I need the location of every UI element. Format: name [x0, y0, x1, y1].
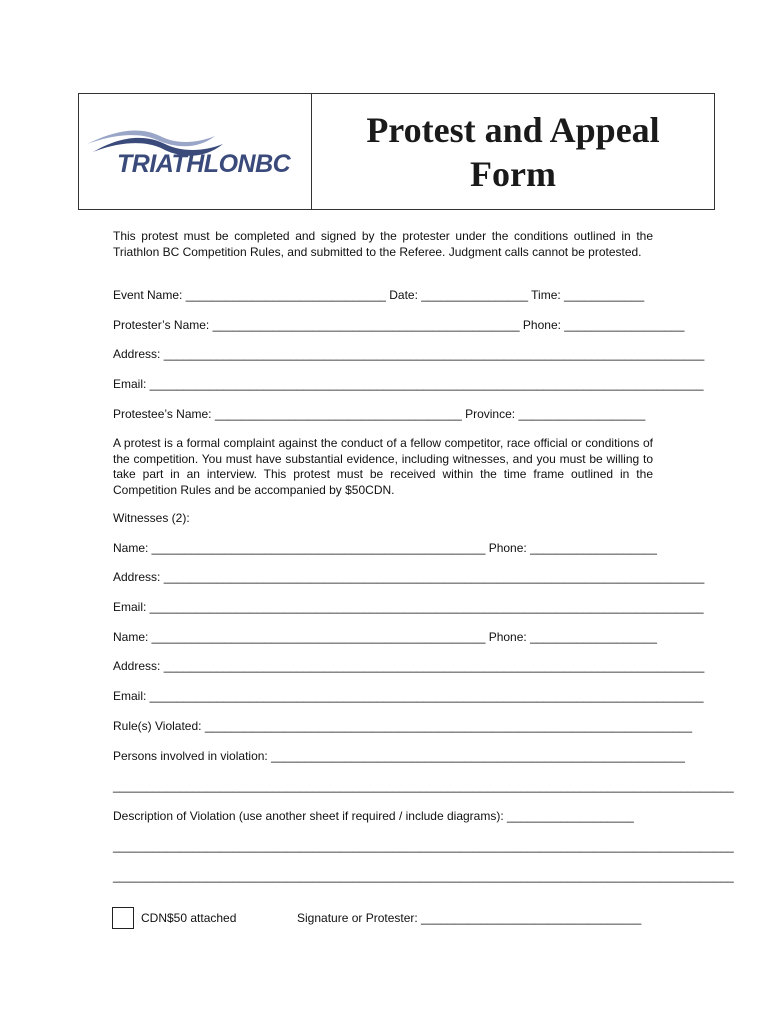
witnesses-heading: Witnesses (2): [113, 511, 190, 525]
fee-attached-label: CDN$50 attached [141, 911, 237, 925]
logo-wordmark: TRIATHLONBC [117, 150, 291, 178]
witness1-address-row[interactable]: Address: _________________________________________________________________________________ [113, 570, 705, 584]
protest-definition: A protest is a formal complaint against the conduct of a fellow competitor, race official or conditions of the competition. You must have substantial evidence, including witnesses, and you must be willing to take part in an interview. This protest must be received within the time frame outlined in the Competition Rules and be accompanied by $50CDN. [113, 436, 653, 497]
title-line-1: Protest and Appeal [366, 109, 660, 150]
witness1-email-row[interactable]: Email: ___________________________________________________________________________________ [113, 600, 704, 614]
event-name-row[interactable]: Event Name: ______________________________ Date: ________________ Time: ____________ [113, 288, 645, 302]
rules-violated-row[interactable]: Rule(s) Violated: _________________________________________________________________________ [113, 719, 693, 733]
description-line-1[interactable]: _____________________________________________________________________________________________ [113, 839, 734, 853]
signature-row[interactable]: Signature or Protester: _________________________________ [297, 911, 642, 925]
persons-involved-row[interactable]: Persons involved in violation: ______________________________________________________________ [113, 749, 685, 763]
intro-paragraph: This protest must be completed and signed by the protester under the conditions outlined in the Triathlon BC Competition Rules, and submitted to the Referee. Judgment calls cannot be protested. [113, 229, 653, 259]
witness2-email-row[interactable]: Email: ___________________________________________________________________________________ [113, 689, 704, 703]
fee-attached-checkbox[interactable] [112, 907, 134, 929]
description-line-2[interactable]: _____________________________________________________________________________________________ [113, 869, 734, 883]
email-row[interactable]: Email: ___________________________________________________________________________________ [113, 377, 704, 391]
witness2-address-row[interactable]: Address: _________________________________________________________________________________ [113, 659, 705, 673]
persons-involved-continuation[interactable]: _____________________________________________________________________________________________ [113, 779, 734, 793]
description-row[interactable]: Description of Violation (use another sheet if required / include diagrams): ___________________ [113, 809, 634, 823]
protestee-name-row[interactable]: Protestee’s Name: _____________________________________ Province: ___________________ [113, 407, 646, 421]
triathlon-bc-logo [85, 122, 300, 182]
logo-cell [79, 94, 312, 209]
form-title [366, 108, 659, 196]
title-cell [312, 94, 714, 209]
address-row[interactable]: Address: _________________________________________________________________________________ [113, 347, 705, 361]
protester-name-row[interactable]: Protester’s Name: ______________________________________________ Phone: __________________ [113, 318, 685, 332]
form-header [78, 93, 715, 210]
title-line-2: Form [470, 153, 556, 194]
witness2-name-row[interactable]: Name: __________________________________________________ Phone: ___________________ [113, 630, 657, 644]
witness1-name-row[interactable]: Name: __________________________________________________ Phone: ___________________ [113, 541, 657, 555]
